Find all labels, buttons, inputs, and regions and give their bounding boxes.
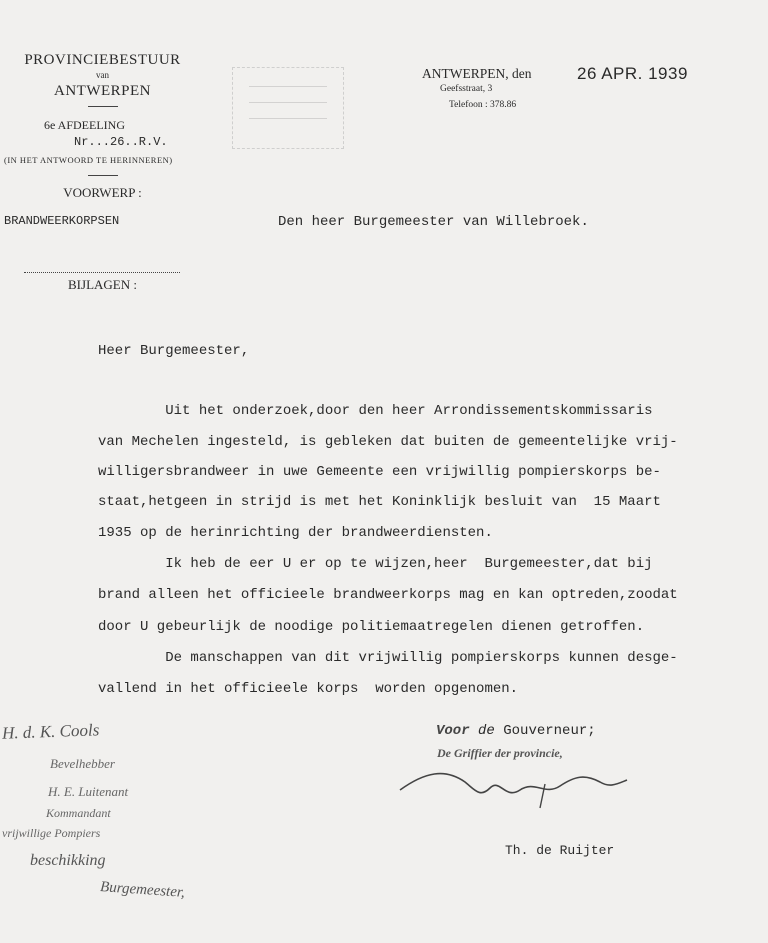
note-line: Kommandant: [46, 806, 111, 820]
signer-name: Th. de Ruijter: [505, 843, 615, 858]
note-line: beschikking: [30, 852, 106, 869]
org-name-line1: PROVINCIEBESTUUR: [24, 52, 181, 68]
body-line: vallend in het officieele korps worden opgenomen.: [98, 681, 519, 697]
faded-stamp: [232, 67, 344, 149]
addressee: Den heer Burgemeester van Willebroek.: [278, 214, 589, 230]
reply-note: (IN HET ANTWOORD TE HERINNEREN): [4, 155, 173, 165]
date-stamp: 26 APR. 1939: [577, 64, 688, 83]
signature-heading: Voor de Gouverneur;: [436, 723, 596, 739]
divider: [88, 106, 118, 107]
note-line: Burgemeester,: [99, 879, 186, 901]
body-line: van Mechelen ingesteld, is gebleken dat buiten de gemeentelijke vrij-: [98, 434, 678, 450]
phone: Telefoon : 378.86: [449, 100, 517, 110]
body-line: 1935 op de herinrichting der brandweerdiensten.: [98, 525, 493, 541]
subject-label: VOORWERP :: [63, 185, 142, 200]
body-line: willigersbrandweer in uwe Gemeente een vrijwillig pompierskorps be-: [98, 464, 661, 480]
registrar-line: De Griffier der provincie,: [437, 746, 563, 760]
note-line: H. d. K. Cools: [1, 720, 100, 743]
subject-value: BRANDWEERKORPSEN: [4, 214, 120, 228]
body-line: staat,hetgeen in strijd is met het Koninklijk besluit van 15 Maart: [98, 494, 661, 510]
note-line: H. E. Luitenant: [48, 784, 129, 799]
address: Geefsstraat, 3: [440, 84, 493, 94]
org-name-line2: ANTWERPEN: [54, 83, 151, 99]
note-line: Bevelhebber: [50, 756, 115, 771]
salutation: Heer Burgemeester,: [98, 343, 250, 359]
body-line: brand alleen het officieele brandweerkorps mag en kan optreden,zoodat: [98, 587, 678, 603]
place-date-label: ANTWERPEN, den: [422, 66, 532, 81]
reference-number: Nr...26..R.V.: [74, 135, 168, 149]
attachments-label: BIJLAGEN :: [68, 277, 137, 292]
divider: [24, 272, 180, 274]
handwritten-signature: [395, 760, 635, 820]
org-name-van: van: [96, 70, 109, 80]
note-line: vrijwillige Pompiers: [2, 826, 101, 840]
body-line: Ik heb de eer U er op te wijzen,heer Burgemeester,dat bij: [98, 556, 653, 572]
department-label: 6e AFDEELING: [44, 118, 125, 132]
body-line: De manschappen van dit vrijwillig pompierskorps kunnen desge-: [98, 650, 678, 666]
body-line: Uit het onderzoek,door den heer Arrondissementskommissaris: [98, 403, 653, 419]
body-line: door U gebeurlijk de noodige politiemaatregelen dienen getroffen.: [98, 619, 645, 635]
handwritten-notes: [0, 718, 300, 918]
divider: [88, 175, 118, 176]
